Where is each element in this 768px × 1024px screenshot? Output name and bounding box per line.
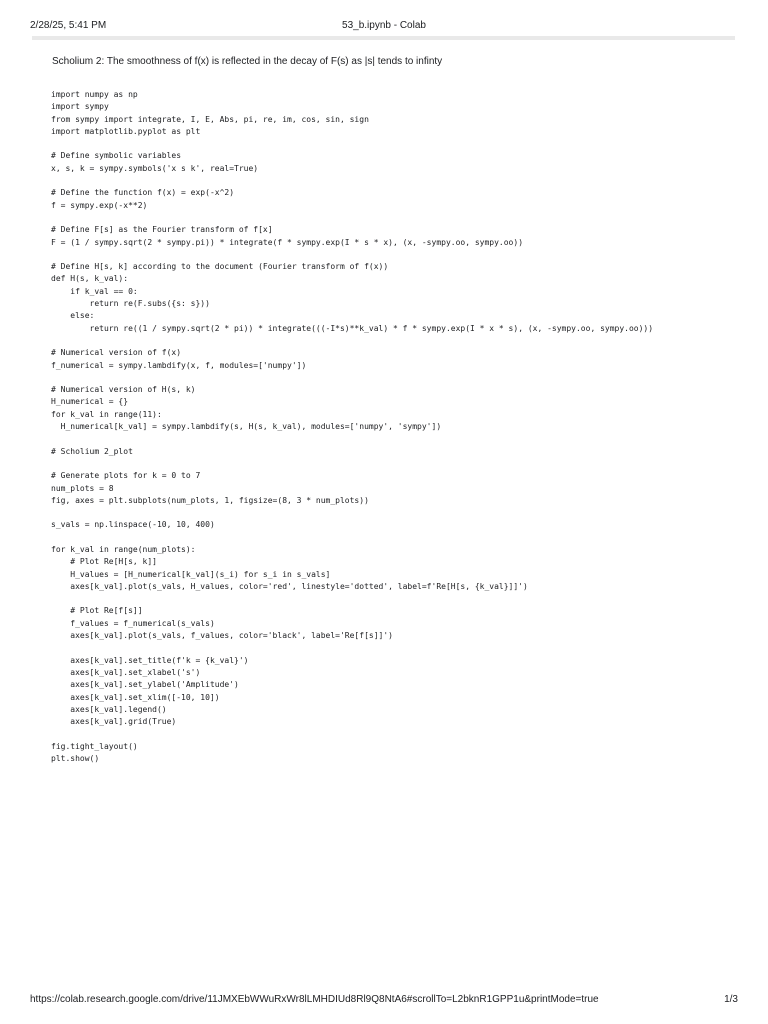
code-line: axes[k_val].set_title(f'k = {k_val}') bbox=[51, 655, 249, 665]
code-line: axes[k_val].set_ylabel('Amplitude') bbox=[51, 680, 239, 690]
code-line: x, s, k = sympy.symbols('x s k', real=True) bbox=[51, 163, 259, 173]
code-line bbox=[51, 507, 741, 519]
code-line: # Define the function f(x) = exp(-x^2) bbox=[51, 188, 235, 198]
code-line bbox=[51, 212, 741, 224]
code-line bbox=[51, 335, 741, 347]
code-line: s_vals = np.linspace(-10, 10, 400) bbox=[51, 520, 215, 530]
code-line: else: bbox=[51, 311, 95, 321]
code-line: # Numerical version of H(s, k) bbox=[51, 385, 196, 395]
code-line: for k_val in range(num_plots): bbox=[51, 544, 196, 554]
code-line: # Define H[s, k] according to the document (Fourier transform of f(x)) bbox=[51, 262, 389, 272]
code-line: plt.show() bbox=[51, 754, 100, 764]
code-line: import matplotlib.pyplot as plt bbox=[51, 126, 201, 136]
code-line: fig.tight_layout() bbox=[51, 741, 138, 751]
print-header bbox=[30, 19, 738, 33]
code-line bbox=[51, 249, 741, 261]
code-line: # Define F[s] as the Fourier transform of f[x] bbox=[51, 225, 273, 235]
code-line: import sympy bbox=[51, 102, 109, 112]
code-line: # Numerical version of f(x) bbox=[51, 348, 182, 358]
code-line bbox=[51, 593, 741, 605]
code-line: # Generate plots for k = 0 to 7 bbox=[51, 471, 201, 481]
code-line: return re((1 / sympy.sqrt(2 * pi)) * integrate(((-I*s)**k_val) * f * sympy.exp(I * x * s), (x, -sympy.oo, sympy.oo))) bbox=[51, 323, 654, 333]
code-line bbox=[51, 433, 741, 445]
code-line bbox=[51, 175, 741, 187]
print-datetime: 2/28/25, 5:41 PM bbox=[30, 20, 107, 31]
code-line: axes[k_val].set_xlim([-10, 10]) bbox=[51, 692, 220, 702]
code-line: if k_val == 0: bbox=[51, 286, 138, 296]
code-line: for k_val in range(11): bbox=[51, 409, 162, 419]
code-line bbox=[51, 728, 741, 740]
print-footer bbox=[30, 993, 740, 1007]
code-line: F = (1 / sympy.sqrt(2 * sympy.pi)) * integrate(f * sympy.exp(I * s * x), (x, -sympy.oo, sympy.oo)) bbox=[51, 237, 524, 247]
code-line: def H(s, k_val): bbox=[51, 274, 129, 284]
header-divider bbox=[32, 36, 735, 40]
code-line: axes[k_val].plot(s_vals, f_values, color='black', label='Re[f[s]]') bbox=[51, 631, 393, 641]
page-url: https://colab.research.google.com/drive/11JMXEbWWuRxWr8lLMHDIUd8Rl9Q8NtA6#scrollTo=L2bknR1GPP1u&printMode=true bbox=[30, 994, 599, 1005]
page-number: 1/3 bbox=[724, 994, 738, 1005]
code-cell bbox=[51, 89, 741, 765]
code-line: import numpy as np bbox=[51, 90, 138, 99]
document-title: 53_b.ipynb - Colab bbox=[342, 20, 426, 31]
code-line bbox=[51, 372, 741, 384]
code-line: # Scholium 2_plot bbox=[51, 446, 133, 456]
code-line: f = sympy.exp(-x**2) bbox=[51, 200, 148, 210]
code-line bbox=[51, 642, 741, 654]
code-line: fig, axes = plt.subplots(num_plots, 1, figsize=(8, 3 * num_plots)) bbox=[51, 495, 369, 505]
code-line: axes[k_val].grid(True) bbox=[51, 717, 177, 727]
code-line: H_values = [H_numerical[k_val](s_i) for s_i in s_vals] bbox=[51, 569, 331, 579]
code-line bbox=[51, 458, 741, 470]
code-line bbox=[51, 138, 741, 150]
code-line: from sympy import integrate, I, E, Abs, pi, re, im, cos, sin, sign bbox=[51, 114, 369, 124]
code-line: # Plot Re[H[s, k]] bbox=[51, 557, 157, 567]
code-line: axes[k_val].set_xlabel('s') bbox=[51, 667, 201, 677]
code-line: return re(F.subs({s: s})) bbox=[51, 299, 210, 309]
code-line: H_numerical[k_val] = sympy.lambdify(s, H(s, k_val), modules=['numpy', 'sympy']) bbox=[51, 422, 442, 432]
code-line bbox=[51, 532, 741, 544]
code-line: f_numerical = sympy.lambdify(x, f, modules=['numpy']) bbox=[51, 360, 307, 370]
code-line: # Define symbolic variables bbox=[51, 151, 182, 161]
markdown-cell: Scholium 2: The smoothness of f(x) is reflected in the decay of F(s) as |s| tends to infinty bbox=[52, 56, 443, 67]
code-line: axes[k_val].legend() bbox=[51, 704, 167, 714]
code-line: axes[k_val].plot(s_vals, H_values, color='red', linestyle='dotted', label=f'Re[H[s, {k_val}]]') bbox=[51, 581, 528, 591]
code-line: H_numerical = {} bbox=[51, 397, 129, 407]
code-line: num_plots = 8 bbox=[51, 483, 114, 493]
code-line: # Plot Re[f[s]] bbox=[51, 606, 143, 616]
code-line: f_values = f_numerical(s_vals) bbox=[51, 618, 215, 628]
